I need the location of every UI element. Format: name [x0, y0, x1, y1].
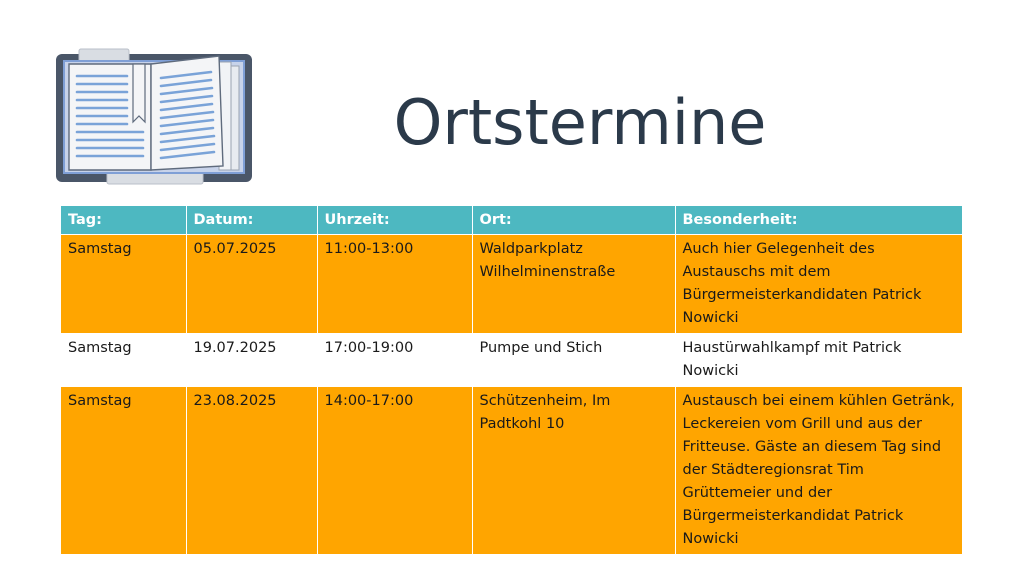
cell-uhrzeit: 11:00-13:00 — [317, 235, 472, 334]
table-row — [61, 235, 962, 334]
cell-uhrzeit: 14:00-17:00 — [317, 387, 472, 555]
table-row — [61, 334, 962, 387]
column-header-ort: Ort: — [472, 206, 675, 235]
cell-tag: Samstag — [61, 334, 186, 387]
cell-ort: Waldparkplatz Wilhelminenstraße — [472, 235, 675, 334]
table-header-row — [61, 206, 962, 235]
slide-title: Ortstermine — [393, 86, 767, 159]
cell-besonderheit: Haustürwahlkampf mit Patrick Nowicki — [675, 334, 962, 387]
cell-ort: Schützenheim, Im Padtkohl 10 — [472, 387, 675, 555]
cell-tag: Samstag — [61, 235, 186, 334]
cell-besonderheit: Austausch bei einem kühlen Getränk, Leckereien vom Grill und aus der Fritteuse. Gäste an diesem Tag sind der Städteregionsrat Tim Grüttemeier und der Bürgermeisterkandidat Patrick Nowicki — [675, 387, 962, 555]
column-header-uhrzeit: Uhrzeit: — [317, 206, 472, 235]
cell-datum: 23.08.2025 — [186, 387, 317, 555]
table-row — [61, 387, 962, 555]
schedule-table — [61, 206, 962, 555]
cell-besonderheit: Auch hier Gelegenheit des Austauschs mit dem Bürgermeisterkandidaten Patrick Nowicki — [675, 235, 962, 334]
column-header-tag: Tag: — [61, 206, 186, 235]
cell-ort: Pumpe und Stich — [472, 334, 675, 387]
cell-uhrzeit: 17:00-19:00 — [317, 334, 472, 387]
cell-datum: 05.07.2025 — [186, 235, 317, 334]
cell-datum: 19.07.2025 — [186, 334, 317, 387]
column-header-datum: Datum: — [186, 206, 317, 235]
cell-tag: Samstag — [61, 387, 186, 555]
open-book-icon — [55, 48, 253, 186]
column-header-besonderheit: Besonderheit: — [675, 206, 962, 235]
